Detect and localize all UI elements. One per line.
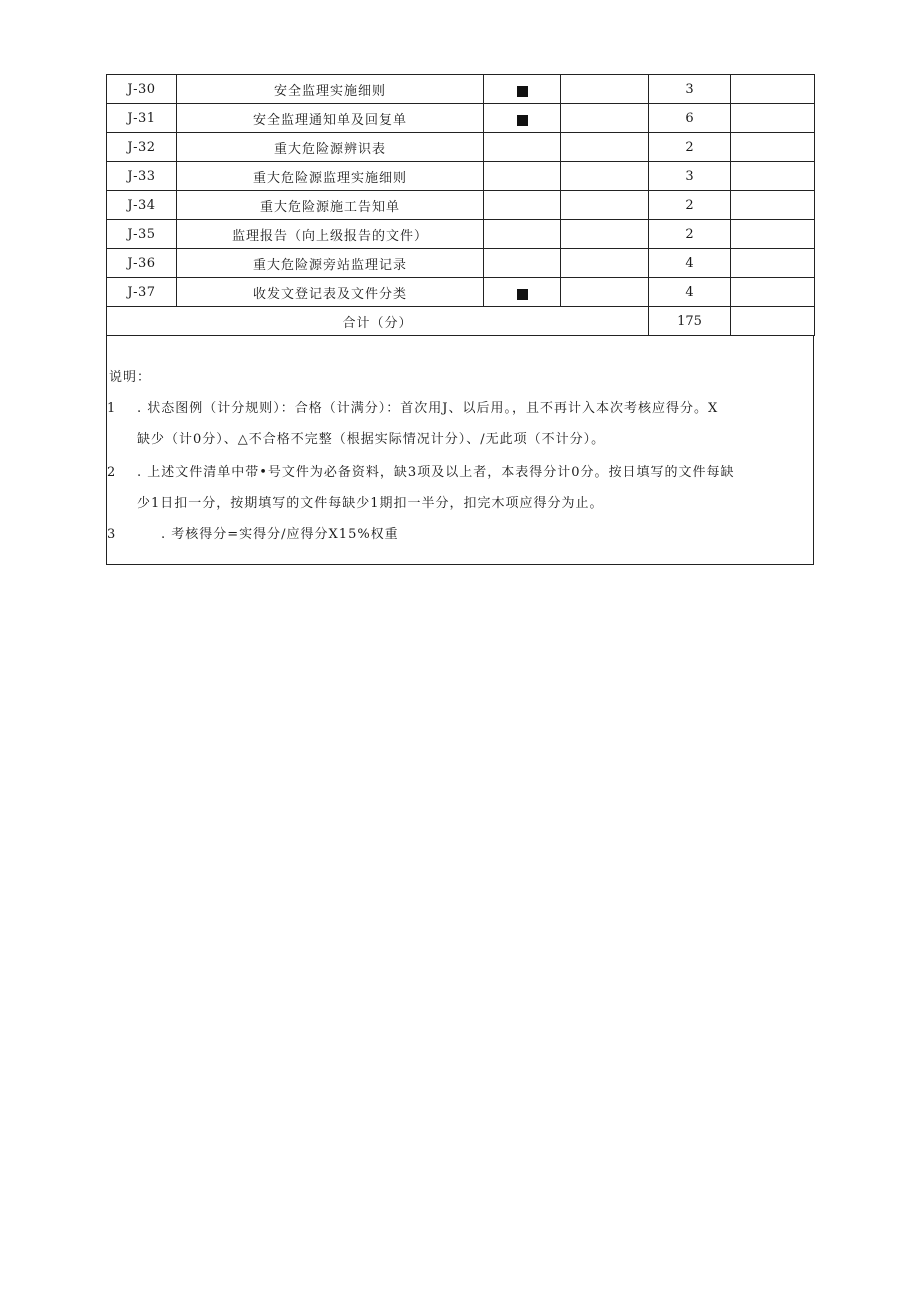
row-blank-cell (561, 104, 649, 133)
row-blank-cell (561, 278, 649, 307)
row-remark-cell (731, 162, 815, 191)
filled-square-icon (517, 115, 528, 126)
total-label: 合计（分） (107, 307, 649, 336)
row-document-name: 重大危险源施工告知单 (177, 191, 484, 220)
row-score: 3 (649, 162, 731, 191)
total-row (107, 307, 815, 336)
note-text-line-1: . 状态图例（计分规则）：合格（计满分）：首次用J、以后用。，且不再计入本次考核应得分。X (137, 401, 719, 416)
note-number: 3 (107, 527, 116, 542)
row-remark-cell (731, 220, 815, 249)
row-blank-cell (561, 133, 649, 162)
row-document-name: 收发文登记表及文件分类 (177, 278, 484, 307)
row-status-mark (484, 162, 561, 191)
notes-box (106, 336, 814, 565)
row-document-name: 重大危险源旁站监理记录 (177, 249, 484, 278)
row-blank-cell (561, 162, 649, 191)
row-remark-cell (731, 104, 815, 133)
row-code: J-33 (107, 162, 177, 191)
note-number: 1 (107, 401, 116, 416)
table-row (107, 278, 815, 307)
row-status-mark (484, 191, 561, 220)
row-code: J-32 (107, 133, 177, 162)
note-text-line-2: 少1日扣一分，按期填写的文件每缺少1期扣一半分，扣完木项应得分为止。 (137, 496, 604, 511)
table-row (107, 249, 815, 278)
row-document-name: 重大危险源监理实施细则 (177, 162, 484, 191)
row-status-mark (484, 278, 561, 307)
row-remark-cell (731, 75, 815, 104)
table-row (107, 220, 815, 249)
table-row (107, 104, 815, 133)
row-score: 2 (649, 133, 731, 162)
row-status-mark (484, 220, 561, 249)
row-code: J-31 (107, 104, 177, 133)
table-row (107, 191, 815, 220)
row-remark-cell (731, 133, 815, 162)
row-blank-cell (561, 220, 649, 249)
note-text-line-1: . 上述文件清单中带•号文件为必备资料，缺3项及以上者，本表得分计0分。按日填写的文件每缺 (137, 465, 735, 480)
note-text-line-2: 缺少（计0分）、△不合格不完整（根据实际情况计分）、/无此项（不计分）。 (137, 432, 606, 447)
row-score: 6 (649, 104, 731, 133)
total-remark-cell (731, 307, 815, 336)
row-code: J-30 (107, 75, 177, 104)
note-text-line-1: . 考核得分=实得分/应得分X15%权重 (161, 527, 399, 542)
row-document-name: 重大危险源辨识表 (177, 133, 484, 162)
note-number: 2 (107, 465, 116, 480)
table-row (107, 162, 815, 191)
document-checklist-table (106, 74, 815, 336)
row-blank-cell (561, 75, 649, 104)
row-status-mark (484, 75, 561, 104)
row-score: 4 (649, 249, 731, 278)
row-blank-cell (561, 191, 649, 220)
row-code: J-36 (107, 249, 177, 278)
table-row (107, 75, 815, 104)
checklist-rows (107, 75, 815, 307)
row-document-name: 安全监理通知单及回复单 (177, 104, 484, 133)
row-score: 2 (649, 191, 731, 220)
row-code: J-35 (107, 220, 177, 249)
row-remark-cell (731, 191, 815, 220)
notes-title: 说明： (109, 370, 152, 385)
row-status-mark (484, 133, 561, 162)
row-code: J-37 (107, 278, 177, 307)
row-document-name: 安全监理实施细则 (177, 75, 484, 104)
row-status-mark (484, 104, 561, 133)
row-remark-cell (731, 249, 815, 278)
filled-square-icon (517, 86, 528, 97)
row-document-name: 监理报告（向上级报告的文件） (177, 220, 484, 249)
row-blank-cell (561, 249, 649, 278)
row-score: 4 (649, 278, 731, 307)
scoring-sheet (106, 74, 814, 565)
filled-square-icon (517, 289, 528, 300)
row-score: 3 (649, 75, 731, 104)
table-row (107, 133, 815, 162)
row-remark-cell (731, 278, 815, 307)
row-status-mark (484, 249, 561, 278)
row-score: 2 (649, 220, 731, 249)
row-code: J-34 (107, 191, 177, 220)
total-value: 175 (649, 307, 731, 336)
